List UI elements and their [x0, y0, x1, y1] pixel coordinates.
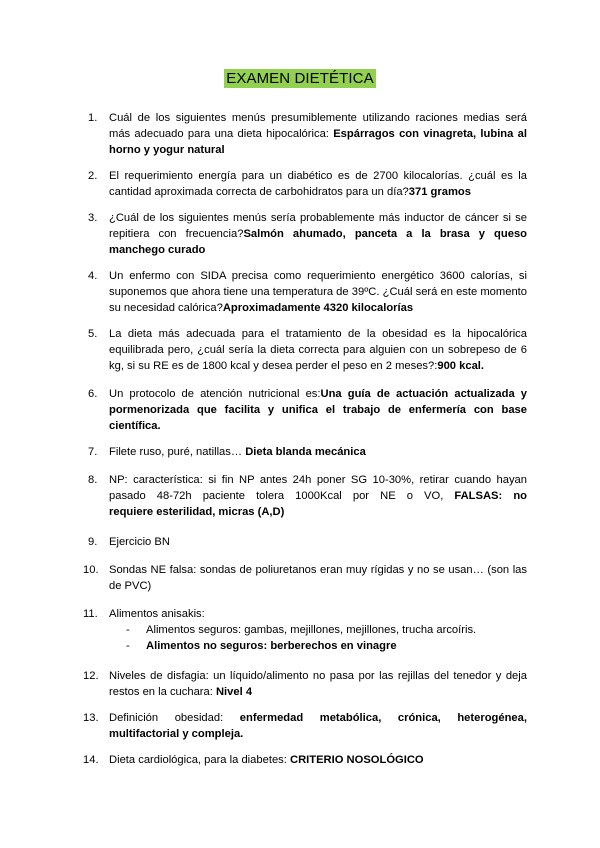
item-text: El requerimiento energía para un diabético es de 2700 kilocalorías. ¿cuál es la cantidad aproximada correcta de carbohidratos para un día?371 gramos [109, 170, 527, 198]
item-answer: FALSAS: no [454, 490, 527, 502]
item-number: 4. [88, 270, 98, 282]
item-text: Un protocolo de atención nutricional es:Una guía de actuación actualizada y pormenorizada que facilita y unifica el trabajo de enfermería con base científica. [109, 388, 527, 432]
item-text: Sondas NE falsa: sondas de poliuretanos eran muy rígidas y no se usan… (son las de PVC) [109, 564, 527, 592]
item-text: Un enfermo con SIDA precisa como requerimiento energético 3600 calorías, si suponemos que ahora tiene una temperatura de 39ºC. ¿Cuál será en este momento su necesidad calórica?Aproximadamente 4320 kilocalorías [109, 270, 527, 314]
item-text: Niveles de disfagia: un líquido/alimento no pasa por las rejillas del tenedor y deja restos en la cuchara: Nivel 4 [109, 670, 527, 698]
item-answer: Una guía de actuación actualizada y pormenorizada que facilita y unifica el trabajo de enfermería con base científica. [109, 388, 527, 432]
item-number: 10. [83, 564, 99, 576]
item-number: 7. [88, 446, 98, 458]
title-highlight: EXAMEN DIETÉTICA [226, 70, 374, 87]
item-number: 13. [83, 712, 99, 724]
item-text: Filete ruso, puré, natillas… Dieta blanda mecánica [109, 446, 366, 458]
item-number: 12. [83, 670, 99, 682]
item-answer: CRITERIO NOSOLÓGICO [289, 754, 424, 766]
item-answer-continued: requiere esterilidad, micras (A,D) [109, 506, 285, 518]
item-number: 3. [88, 212, 98, 224]
bullet-dash: - [126, 624, 130, 636]
item-answer: Aproximadamente 4320 kilocalorías [222, 302, 414, 314]
item-text: Cuál de los siguientes menús presumiblemente utilizando raciones medias será más adecuado para una dieta hipocalórica: Espárragos con vinagreta, lubina al horno y yogur natural [109, 112, 527, 156]
item-text: Dieta cardiológica, para la diabetes: CRITERIO NOSOLÓGICO [109, 754, 424, 766]
item-text: La dieta más adecuada para el tratamiento de la obesidad es la hipocalórica equilibrada pero, ¿cuál sería la dieta correcta para alguien con un sobrepeso de 6 kg, si su RE es de 1800 kcal y desea perder el peso en 2 meses?:900 kcal. [109, 328, 527, 372]
sub-item-text: Alimentos seguros: gambas, mejillones, mejillones, trucha arcoíris. [146, 624, 477, 636]
item-number: 6. [88, 388, 98, 400]
item-number: 9. [88, 536, 98, 548]
document-title [0, 70, 600, 88]
item-answer: Salmón ahumado, panceta a la brasa y queso manchego curado [109, 228, 527, 256]
item-number: 8. [88, 474, 98, 486]
item-number: 2. [88, 170, 98, 182]
bullet-dash: - [126, 640, 130, 652]
item-text: Definición obesidad: enfermedad metabólica, crónica, heterogénea, multifactorial y compleja. [109, 712, 527, 740]
item-answer: 371 gramos [408, 186, 471, 198]
item-text: Alimentos anisakis: [109, 608, 205, 620]
item-number: 5. [88, 328, 98, 340]
item-text: Ejercicio BN [109, 536, 170, 548]
item-answer: enfermedad metabólica, crónica, heterogénea, multifactorial y compleja. [109, 712, 527, 740]
item-answer: Espárragos con vinagreta, lubina al horno y yogur natural [109, 128, 527, 156]
item-number: 11. [83, 608, 98, 620]
item-answer: Dieta blanda mecánica [245, 446, 366, 458]
sub-item-text: Alimentos no seguros: berberechos en vinagre [146, 640, 397, 652]
item-number: 14. [83, 754, 99, 766]
item-number: 1. [88, 112, 98, 124]
item-text: ¿Cuál de los siguientes menús sería probablemente más inductor de cáncer si se repitiera con frecuencia?Salmón ahumado, panceta a la brasa y queso manchego curado [109, 212, 527, 256]
item-text-continued [109, 504, 527, 520]
item-answer: 900 kcal. [437, 360, 485, 372]
item-text: NP: característica: si fin NP antes 24h poner SG 10-30%, retirar cuando hayan pasado 48-72h paciente tolera 1000Kcal por NE o VO, FALSAS: no [109, 474, 527, 502]
item-answer: Nivel 4 [215, 686, 253, 698]
